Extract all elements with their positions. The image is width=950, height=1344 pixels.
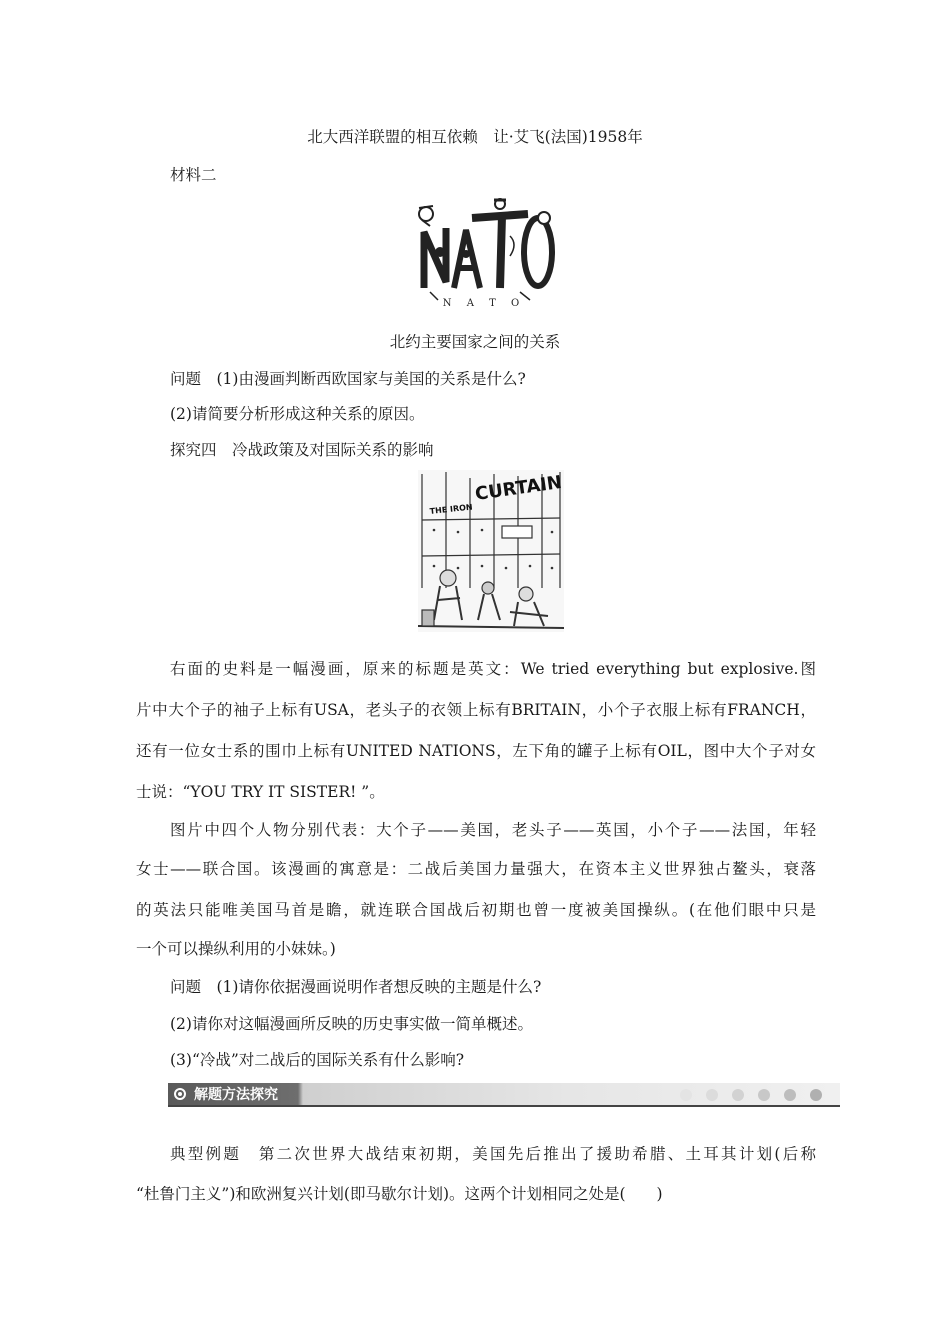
material2-caption: 北约主要国家之间的关系 <box>389 333 561 351</box>
example-line-1: 典型例题 第二次世界大战结束初期，美国先后推出了援助希腊、土耳其计划(后称 <box>170 1145 816 1163</box>
method-banner <box>168 1083 840 1107</box>
question-4-3: (3)“冷战”对二战后的国际关系有什么影响? <box>170 1051 465 1069</box>
decor-dot-icon <box>706 1089 718 1101</box>
para2-line-4: 一个可以操纵利用的小妹妹。) <box>136 940 336 958</box>
question-2-1: 问题 (1)由漫画判断西欧国家与美国的关系是什么? <box>170 370 526 388</box>
para1-line-1: 右面的史料是一幅漫画，原来的标题是英文：We tried everything but explosive.图 <box>170 660 816 678</box>
decor-dot-icon <box>732 1089 744 1101</box>
material2-label: 材料二 <box>170 166 217 184</box>
nato-cartoon-image <box>410 196 558 310</box>
example-line-2: “杜鲁门主义”)和欧洲复兴计划(即马歇尔计划)。这两个计划相同之处是( ) <box>136 1185 663 1203</box>
decor-dot-icon <box>680 1089 692 1101</box>
question-4-1: 问题 (1)请你依据漫画说明作者想反映的主题是什么? <box>170 978 542 996</box>
decor-dot-icon <box>758 1089 770 1101</box>
nato-cartoon-caption-text: N A T O <box>442 298 526 309</box>
para2-line-1: 图片中四个人物分别代表：大个子——美国，老头子——英国，小个子——法国，年轻 <box>170 821 816 839</box>
decor-dot-icon <box>810 1089 822 1101</box>
question-2-2: (2)请简要分析形成这种关系的原因。 <box>170 405 425 423</box>
iron-cartoon-text: THE IRON <box>429 502 474 516</box>
question-4-2: (2)请你对这幅漫画所反映的历史事实做一简单概述。 <box>170 1015 533 1033</box>
iron-curtain-cartoon-image <box>418 470 564 632</box>
para2-line-3: 的英法只能唯美国马首是瞻，就连联合国战后初期也曾一度被美国操纵。(在他们眼中只是 <box>136 901 816 919</box>
para2-line-2: 女士——联合国。该漫画的寓意是：二战后美国力量强大，在资本主义世界独占鳌头，衰落 <box>136 860 816 878</box>
decor-dot-icon <box>784 1089 796 1101</box>
para1-line-4: 士说：“YOU TRY IT SISTER! ”。 <box>136 783 385 801</box>
para1-line-2: 片中大个子的袖子上标有USA，老头子的衣领上标有BRITAIN，小个子衣服上标有FRANCH， <box>136 701 816 719</box>
material1-caption: 北大西洋联盟的相互依赖 让·艾飞(法国)1958年 <box>307 128 643 146</box>
target-circle-icon <box>174 1088 186 1100</box>
banner-title: 解题方法探究 <box>194 1087 278 1103</box>
para1-line-3: 还有一位女士系的围巾上标有UNITED NATIONS，左下角的罐子上标有OIL，图中大个子对女 <box>136 742 816 760</box>
banner-underline <box>168 1105 840 1107</box>
curtain-cartoon-text: CURTAIN <box>473 471 564 505</box>
section-4-heading: 探究四 冷战政策及对国际关系的影响 <box>170 441 434 459</box>
